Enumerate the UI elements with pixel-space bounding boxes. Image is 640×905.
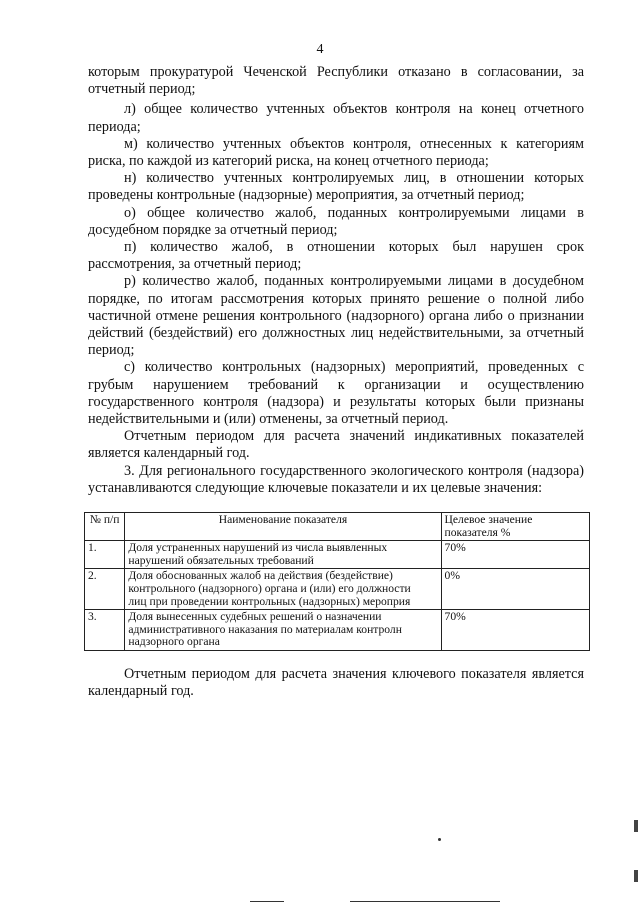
item-l: л) общее количество учтенных объектов контроля на конец отчетного периода; bbox=[88, 101, 584, 135]
paragraph-continuation: которым прокуратурой Чеченской Республики отказано в согласовании, за отчетный период; bbox=[88, 64, 584, 98]
item-n: н) количество учтенных контролируемых лиц, в отношении которых проведены контрольные (надзорные) мероприятия, за отчетный период; bbox=[88, 170, 584, 204]
row-name-line: нарушений обязательных требований bbox=[128, 553, 314, 567]
item-p: п) количество жалоб, в отношении которых был нарушен срок рассмотрения, за отчетный период; bbox=[88, 239, 584, 273]
header-name: Наименование показателя bbox=[125, 513, 441, 541]
scan-speck bbox=[438, 838, 441, 841]
scan-edge-mark bbox=[634, 870, 638, 882]
closing-text bbox=[88, 666, 584, 700]
table-row bbox=[85, 569, 590, 610]
scan-edge-mark bbox=[634, 820, 638, 832]
row-name bbox=[125, 569, 441, 610]
row-target: 70% bbox=[441, 541, 589, 569]
body-text bbox=[88, 64, 584, 497]
table-row bbox=[85, 541, 590, 569]
key-indicators-table bbox=[84, 512, 590, 651]
item-r: р) количество жалоб, поданных контролируемыми лицами в досудебном порядке, по итогам рассмотрения которых принято решение о полной либо частичной отмене решения контрольного (надзорного) органа либо о признании действий (бездействий) его должностных лиц недействительными, за отчетный период; bbox=[88, 273, 584, 359]
row-name-line: Доля вынесенных судебных решений о назначении bbox=[128, 610, 382, 624]
table-row bbox=[85, 610, 590, 651]
row-name-line: Доля обоснованных жалоб на действия (бездействие) bbox=[128, 569, 393, 583]
header-num: № п/п bbox=[85, 513, 125, 541]
row-target: 0% bbox=[441, 569, 589, 610]
item-m: м) количество учтенных объектов контроля, отнесенных к категориям риска, по каждой из категорий риска, на конец отчетного периода; bbox=[88, 135, 584, 170]
row-name-line: административного наказания по материалам контролн bbox=[128, 622, 402, 636]
table-header-row bbox=[85, 513, 590, 541]
item-s: с) количество контрольных (надзорных) мероприятий, проведенных с грубым нарушением требований к организации и осуществлению государственного контроля (надзора) и результаты которых были признаны недействительными и (или) отменены, за отчетный период. bbox=[88, 359, 584, 428]
item-o: о) общее количество жалоб, поданных контролируемыми лицами в досудебном порядке за отчетный период; bbox=[88, 204, 584, 238]
row-name-line: контрольного (надзорного) органа и (или) его должности bbox=[128, 581, 411, 595]
row-target: 70% bbox=[441, 610, 589, 651]
row-name-line: Доля устраненных нарушений из числа выявленных bbox=[128, 541, 388, 555]
row-num: 3. bbox=[85, 610, 125, 651]
page-number: 4 bbox=[316, 42, 324, 57]
section-3-intro: 3. Для регионального государственного экологического контроля (надзора) устанавливаются следующие ключевые показатели и их целевые значения: bbox=[88, 462, 584, 496]
reporting-period-note: Отчетным периодом для расчета значений индикативных показателей является календарный год. bbox=[88, 428, 584, 462]
row-name-line: надзорного органа bbox=[128, 635, 220, 649]
footer-rule-left bbox=[250, 901, 284, 902]
row-name bbox=[125, 541, 441, 569]
row-num: 1. bbox=[85, 541, 125, 569]
closing-paragraph: Отчетным периодом для расчета значения ключевого показателя является календарный год. bbox=[88, 666, 584, 700]
footer-rule-right bbox=[350, 901, 500, 902]
row-num: 2. bbox=[85, 569, 125, 610]
row-name bbox=[125, 610, 441, 651]
header-target: Целевое значение показателя % bbox=[441, 513, 589, 541]
row-name-line: лиц при проведении контрольных (надзорных) мероприя bbox=[128, 594, 411, 608]
